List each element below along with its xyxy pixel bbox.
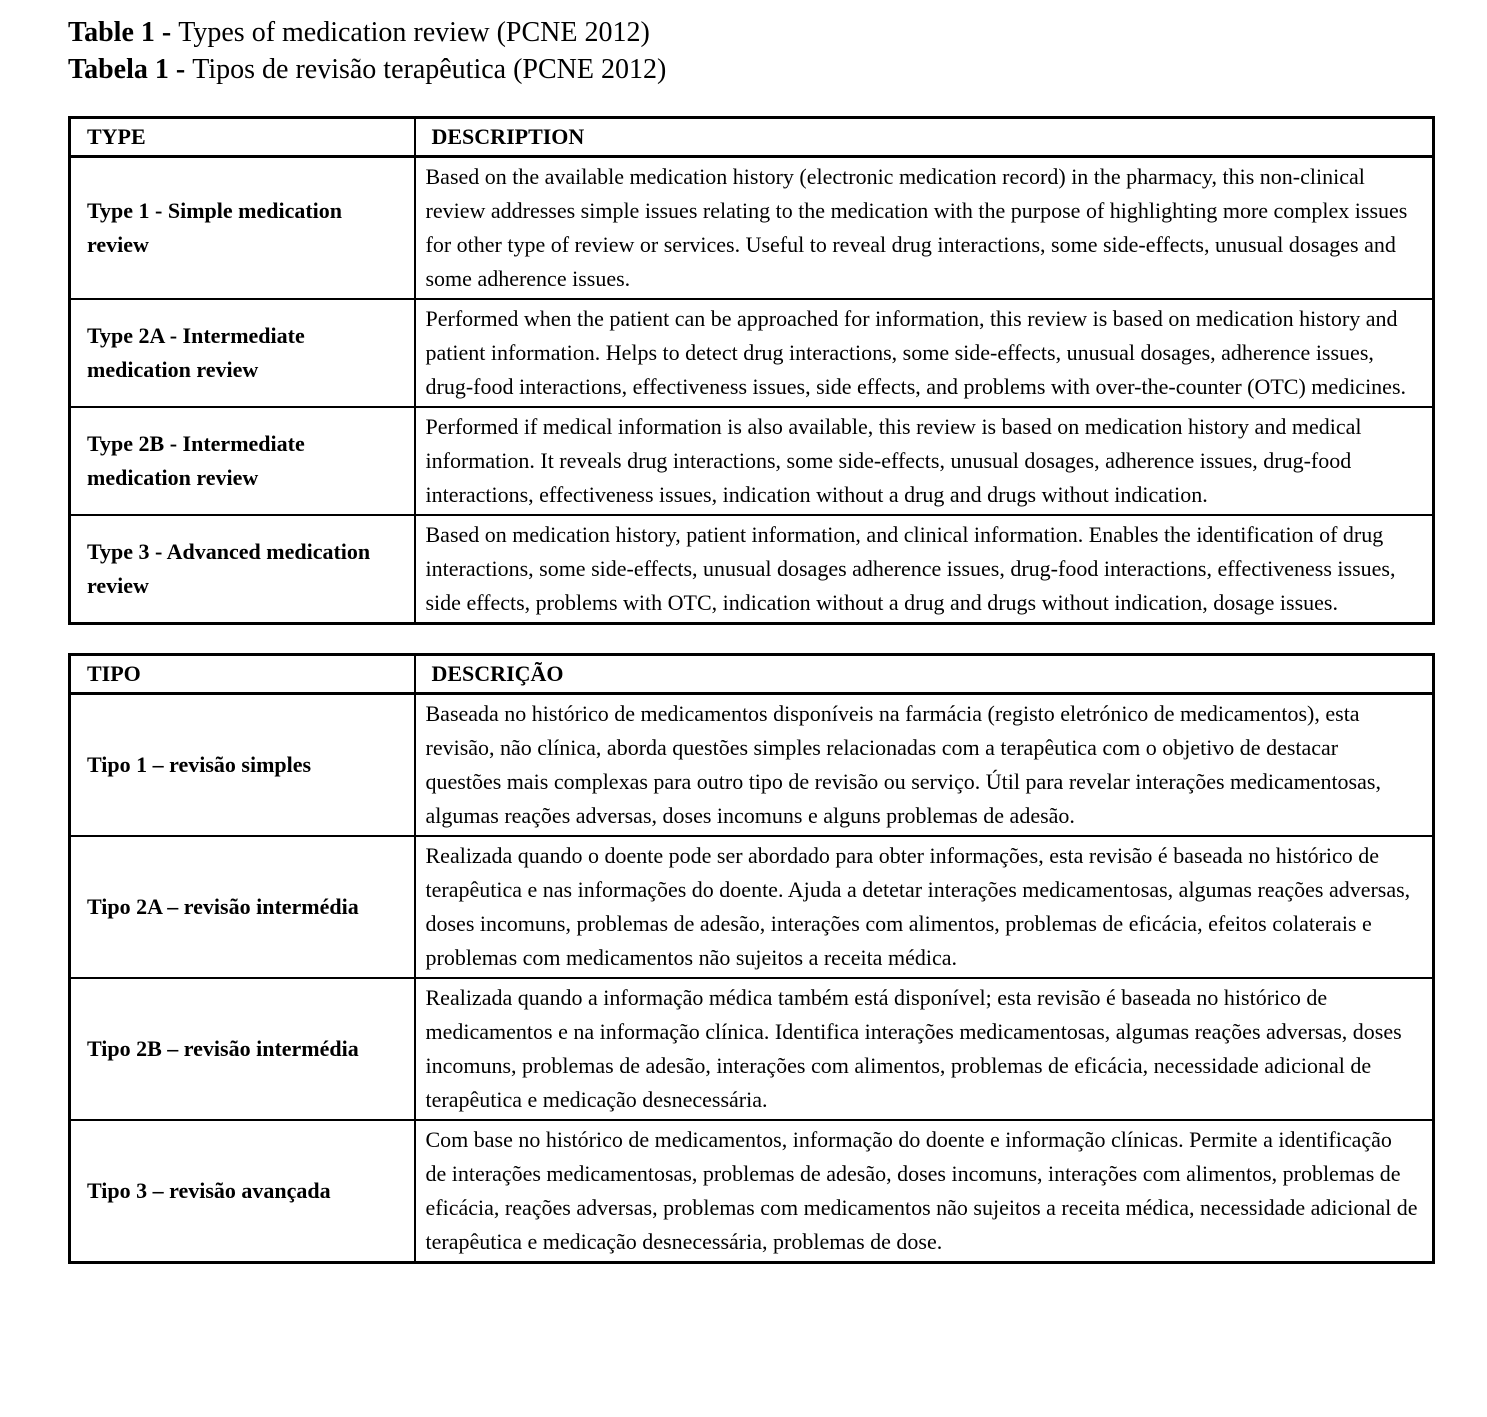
table-portuguese-revisao-terapeutica	[68, 653, 1435, 1264]
column-header-type: TYPE	[70, 118, 415, 157]
cell-type-2b-description: Performed if medical information is also available, this review is based on medication history and medical information. It reveals drug interactions, some side-effects, unusual dosages, adherence issues, drug-food interactions, effectiveness issues, indication without a drug and drugs without indication.	[415, 407, 1434, 515]
cell-type-3-label: Type 3 - Advanced medication review	[70, 515, 415, 624]
column-header-descricao: DESCRIÇÃO	[415, 655, 1434, 694]
table-header-row	[70, 655, 1434, 694]
table-row	[70, 157, 1434, 300]
column-header-tipo: TIPO	[70, 655, 415, 694]
cell-tipo-2a-label: Tipo 2A – revisão intermédia	[70, 836, 415, 978]
cell-tipo-3-label: Tipo 3 – revisão avançada	[70, 1120, 415, 1263]
table-row	[70, 407, 1434, 515]
table-row	[70, 978, 1434, 1120]
caption-line-portuguese	[68, 51, 1432, 88]
table-row	[70, 1120, 1434, 1263]
cell-tipo-1-label: Tipo 1 – revisão simples	[70, 694, 415, 837]
caption-label-portuguese: Tabela 1 -	[68, 54, 193, 85]
table-english-medication-review	[68, 116, 1435, 625]
table-row	[70, 694, 1434, 837]
cell-tipo-1-description: Baseada no histórico de medicamentos disponíveis na farmácia (registo eletrónico de medicamentos), esta revisão, não clínica, aborda questões simples relacionadas com a terapêutica com o objetivo de destacar questões mais complexas para outro tipo de revisão ou serviço. Útil para revelar interações medicamentosas, algumas reações adversas, doses incomuns e alguns problemas de adesão.	[415, 694, 1434, 837]
caption-line-english	[68, 14, 1432, 51]
cell-tipo-2b-description: Realizada quando a informação médica também está disponível; esta revisão é baseada no histórico de medicamentos e na informação clínica. Identifica interações medicamentosas, algumas reações adversas, doses incomuns, problemas de adesão, interações com alimentos, problemas de eficácia, necessidade adicional de terapêutica e medicação desnecessária.	[415, 978, 1434, 1120]
cell-tipo-2a-description: Realizada quando o doente pode ser abordado para obter informações, esta revisão é baseada no histórico de terapêutica e nas informações do doente. Ajuda a detetar interações medicamentosas, algumas reações adversas, doses incomuns, problemas de adesão, interações com alimentos, problemas de eficácia, efeitos colaterais e problemas com medicamentos não sujeitos a receita médica.	[415, 836, 1434, 978]
cell-tipo-2b-label: Tipo 2B – revisão intermédia	[70, 978, 415, 1120]
cell-type-2b-label: Type 2B - Intermediate medication review	[70, 407, 415, 515]
caption-text-portuguese: Tipos de revisão terapêutica (PCNE 2012)	[192, 54, 667, 85]
table-row	[70, 515, 1434, 624]
cell-type-2a-label: Type 2A - Intermediate medication review	[70, 299, 415, 407]
cell-type-1-description: Based on the available medication history (electronic medication record) in the pharmacy, this non-clinical review addresses simple issues relating to the medication with the purpose of highlighting more complex issues for other type of review or services. Useful to reveal drug interactions, some side-effects, unusual dosages and some adherence issues.	[415, 157, 1434, 300]
cell-tipo-3-description: Com base no histórico de medicamentos, informação do doente e informação clínicas. Permite a identificação de interações medicamentosas, problemas de adesão, doses incomuns, interações com alimentos, problemas de eficácia, reações adversas, problemas com medicamentos não sujeitos a receita médica, necessidade adicional de terapêutica e medicação desnecessária, problemas de dose.	[415, 1120, 1434, 1263]
table-header-row	[70, 118, 1434, 157]
cell-type-2a-description: Performed when the patient can be approached for information, this review is based on medication history and patient information. Helps to detect drug interactions, some side-effects, unusual dosages, adherence issues, drug-food interactions, effectiveness issues, side effects, and problems with over-the-counter (OTC) medicines.	[415, 299, 1434, 407]
caption-text-english: Types of medication review (PCNE 2012)	[178, 17, 650, 48]
caption-label-english: Table 1 -	[68, 17, 179, 48]
cell-type-1-label: Type 1 - Simple medication review	[70, 157, 415, 300]
cell-type-3-description: Based on medication history, patient information, and clinical information. Enables the identification of drug interactions, some side-effects, unusual dosages adherence issues, drug-food interactions, effectiveness issues, side effects, problems with OTC, indication without a drug and drugs without indication, dosage issues.	[415, 515, 1434, 624]
table-row	[70, 836, 1434, 978]
column-header-description: DESCRIPTION	[415, 118, 1434, 157]
table-caption	[68, 14, 1432, 88]
table-row	[70, 299, 1434, 407]
